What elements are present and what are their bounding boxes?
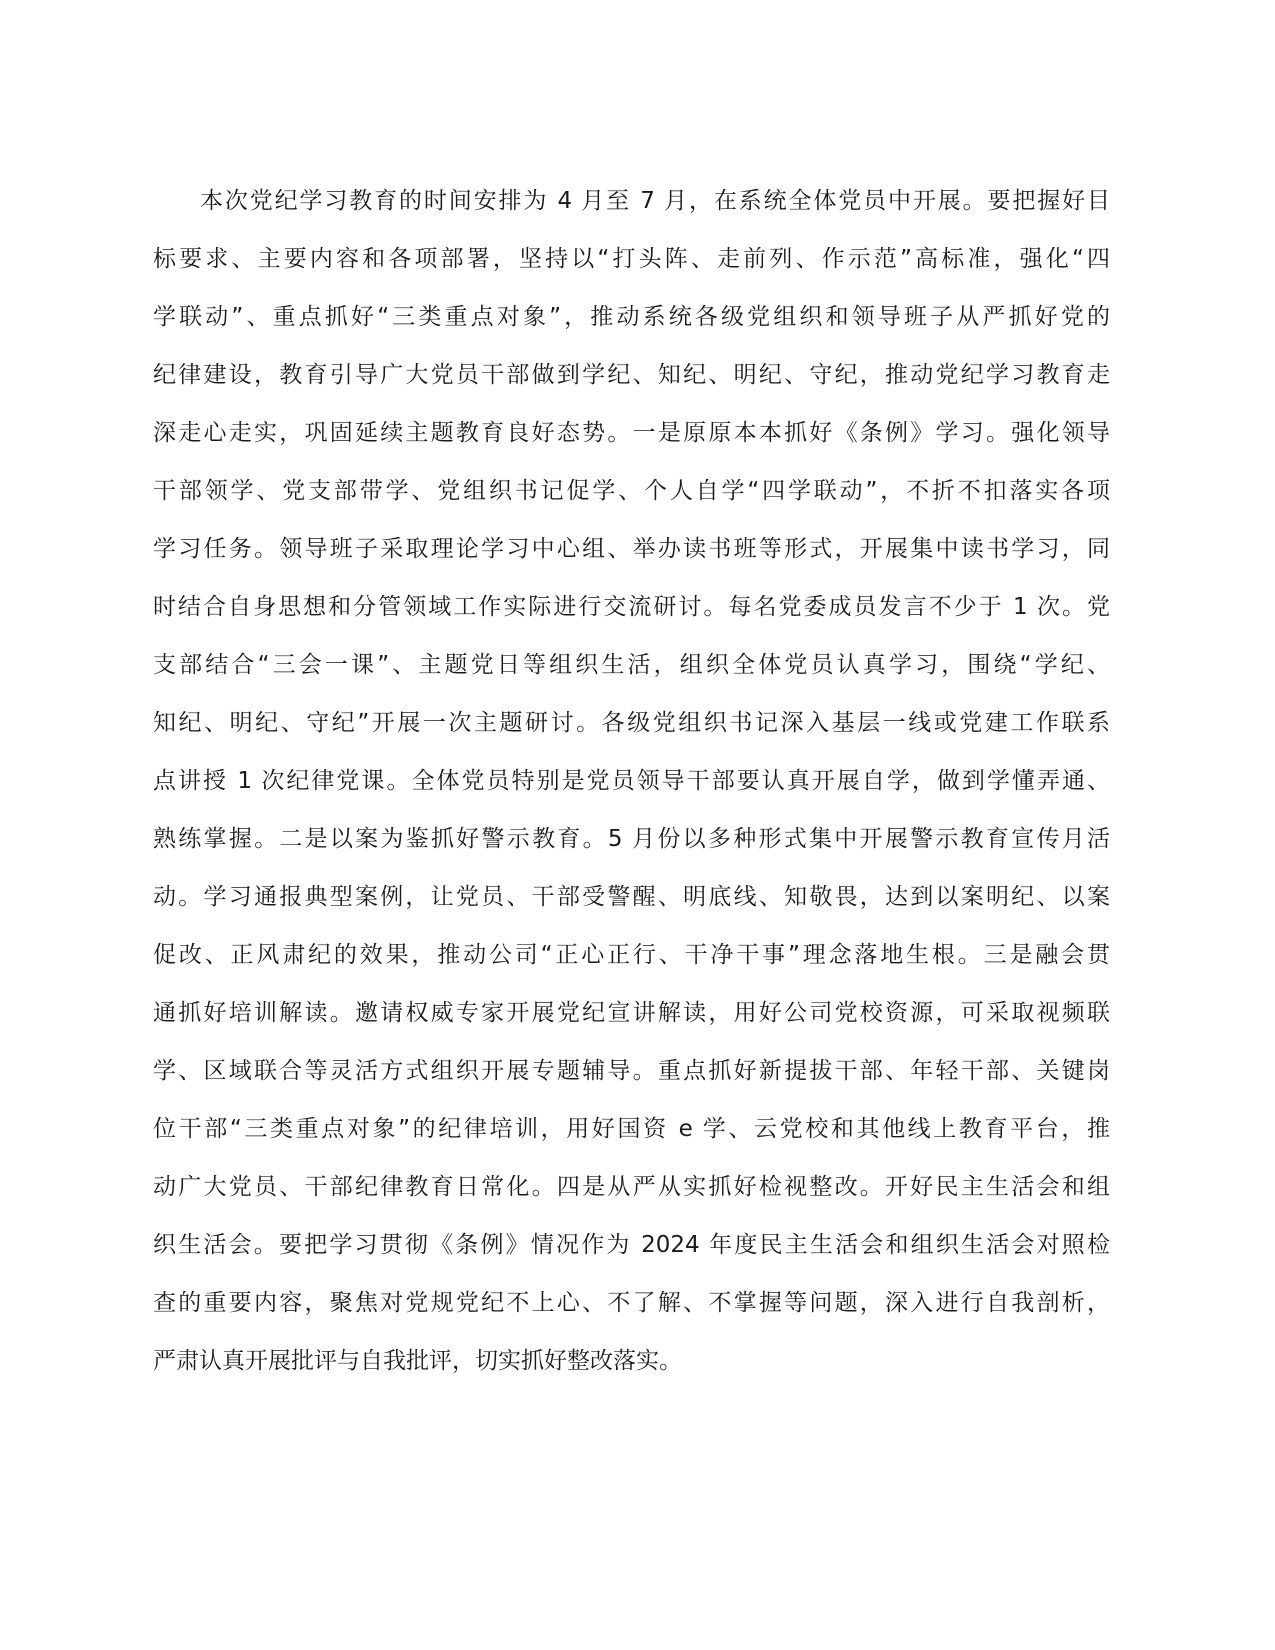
body-paragraph (153, 172, 1110, 1390)
paragraph-line: 查的重要内容，聚焦对党规党纪不上心、不了解、不掌握等问题，深入进行自我剖析， (153, 1290, 1110, 1316)
paragraph-line: 织生活会。要把学习贯彻《条例》情况作为 2024 年度民主生活会和组织生活会对照检 (153, 1232, 1110, 1258)
paragraph-line: 时结合自身思想和分管领域工作实际进行交流研讨。每名党委成员发言不少于 1 次。党 (153, 594, 1110, 620)
paragraph-line: 纪律建设，教育引导广大党员干部做到学纪、知纪、明纪、守纪，推动党纪学习教育走 (153, 362, 1110, 388)
paragraph-line: 深走心走实，巩固延续主题教育良好态势。一是原原本本抓好《条例》学习。强化领导 (153, 420, 1110, 446)
paragraph-line: 学、区域联合等灵活方式组织开展专题辅导。重点抓好新提拔干部、年轻干部、关键岗 (153, 1058, 1110, 1084)
paragraph-line: 促改、正风肃纪的效果，推动公司“正心正行、干净干事”理念落地生根。三是融会贯 (153, 942, 1110, 968)
paragraph-line: 点讲授 1 次纪律党课。全体党员特别是党员领导干部要认真开展自学，做到学懂弄通、 (153, 768, 1110, 794)
paragraph-line: 知纪、明纪、守纪”开展一次主题研讨。各级党组织书记深入基层一线或党建工作联系 (153, 710, 1110, 736)
paragraph-line: 标要求、主要内容和各项部署，坚持以“打头阵、走前列、作示范”高标准，强化“四 (153, 246, 1110, 272)
paragraph-line: 动。学习通报典型案例，让党员、干部受警醒、明底线、知敬畏，达到以案明纪、以案 (153, 884, 1110, 910)
paragraph-line: 位干部“三类重点对象”的纪律培训，用好国资 e 学、云党校和其他线上教育平台，推 (153, 1116, 1110, 1142)
paragraph-line: 通抓好培训解读。邀请权威专家开展党纪宣讲解读，用好公司党校资源，可采取视频联 (153, 1000, 1110, 1026)
paragraph-line: 学习任务。领导班子采取理论学习中心组、举办读书班等形式，开展集中读书学习，同 (153, 536, 1110, 562)
paragraph-line: 学联动”、重点抓好“三类重点对象”，推动系统各级党组织和领导班子从严抓好党的 (153, 304, 1110, 330)
paragraph-line: 本次党纪学习教育的时间安排为 4 月至 7 月，在系统全体党员中开展。要把握好目 (200, 188, 1110, 214)
paragraph-line: 干部领学、党支部带学、党组织书记促学、个人自学“四学联动”，不折不扣落实各项 (153, 478, 1110, 504)
paragraph-line: 支部结合“三会一课”、主题党日等组织生活，组织全体党员认真学习，围绕“学纪、 (153, 652, 1110, 678)
paragraph-line: 熟练掌握。二是以案为鉴抓好警示教育。5 月份以多种形式集中开展警示教育宣传月活 (153, 826, 1110, 852)
paragraph-line: 严肃认真开展批评与自我批评，切实抓好整改落实。 (153, 1348, 682, 1374)
paragraph-line: 动广大党员、干部纪律教育日常化。四是从严从实抓好检视整改。开好民主生活会和组 (153, 1174, 1110, 1200)
